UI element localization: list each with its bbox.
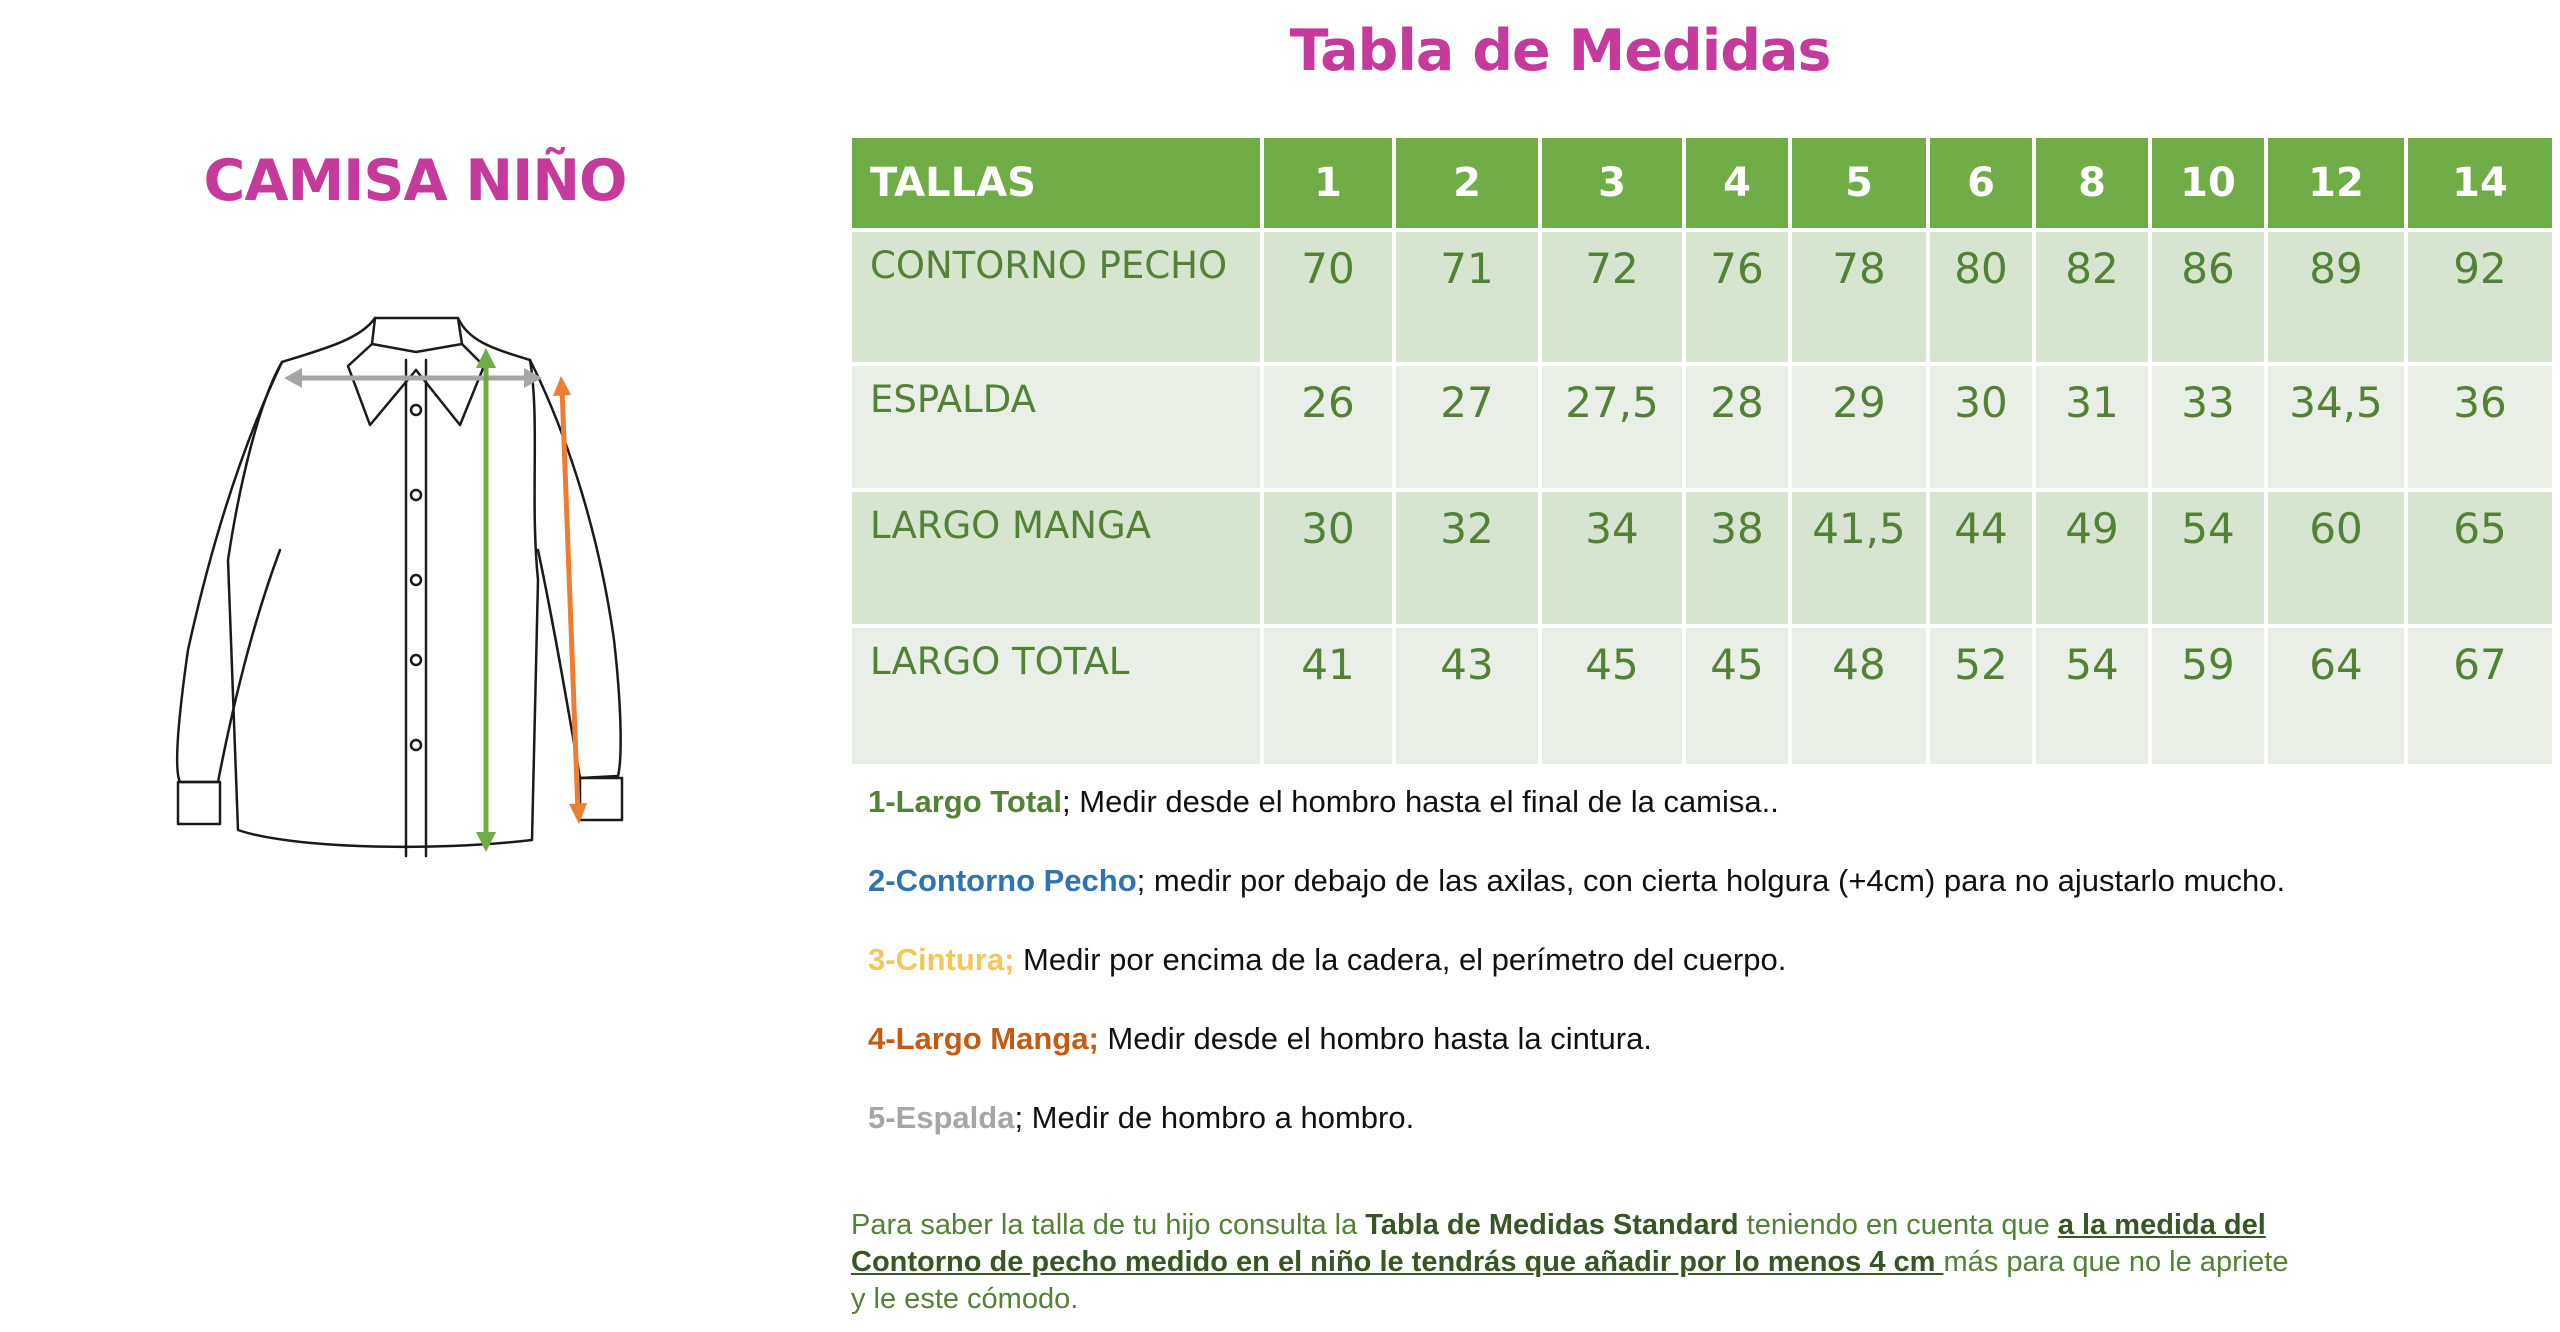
table-cell: 52 (1928, 626, 2034, 766)
right-cuff (580, 778, 622, 820)
row-label: ESPALDA (850, 364, 1262, 490)
page-title: Tabla de Medidas (1289, 18, 1831, 84)
shirt-collar (372, 318, 462, 352)
table-row (850, 490, 2554, 626)
table-cell: 54 (2150, 490, 2266, 626)
arrow-largo-total (476, 348, 496, 852)
note-key: 3-Cintura; (868, 942, 1015, 977)
note-cintura (868, 940, 2308, 980)
table-cell: 27 (1394, 364, 1540, 490)
table-cell: 92 (2406, 230, 2554, 364)
table-cell: 67 (2406, 626, 2554, 766)
table-cell: 70 (1262, 230, 1394, 364)
size-header: 1 (1262, 136, 1394, 230)
size-header: 5 (1790, 136, 1928, 230)
table-cell: 78 (1790, 230, 1928, 364)
table-cell: 30 (1262, 490, 1394, 626)
table-cell: 54 (2034, 626, 2150, 766)
table-cell: 48 (1790, 626, 1928, 766)
footer-text: teniendo en cuenta que (1738, 1209, 2058, 1241)
table-cell: 30 (1928, 364, 2034, 490)
size-header: 4 (1684, 136, 1790, 230)
size-header: 2 (1394, 136, 1540, 230)
shirt-button (411, 740, 421, 750)
size-header: 3 (1540, 136, 1684, 230)
table-cell: 43 (1394, 626, 1540, 766)
shirt-placket (406, 360, 426, 856)
footer-bold: Tabla de Medidas Standard (1365, 1209, 1739, 1241)
row-label: CONTORNO PECHO (850, 230, 1262, 364)
table-cell: 32 (1394, 490, 1540, 626)
table-cell: 89 (2266, 230, 2406, 364)
note-largo-manga (868, 1019, 2308, 1059)
size-header: 8 (2034, 136, 2150, 230)
note-key: 2-Contorno Pecho (868, 863, 1137, 898)
note-espalda (868, 1098, 2308, 1138)
arrow-espalda (284, 368, 542, 388)
tallas-header: TALLAS (850, 136, 1262, 230)
note-text: Medir por encima de la cadera, el perímetro del cuerpo. (1014, 942, 1787, 977)
table-cell: 33 (2150, 364, 2266, 490)
size-header: 14 (2406, 136, 2554, 230)
table-row (850, 364, 2554, 490)
note-text: Medir desde el hombro hasta la cintura. (1098, 1021, 1652, 1056)
note-text: ; Medir desde el hombro hasta el final de la camisa.. (1062, 784, 1779, 819)
note-key: 5-Espalda (868, 1100, 1015, 1135)
shirt-outline (228, 318, 538, 847)
table-cell: 45 (1540, 626, 1684, 766)
table-cell: 31 (2034, 364, 2150, 490)
table-cell: 49 (2034, 490, 2150, 626)
table-cell: 65 (2406, 490, 2554, 626)
shirt-button (411, 490, 421, 500)
table-cell: 82 (2034, 230, 2150, 364)
table-cell: 27,5 (1540, 364, 1684, 490)
size-header-row (850, 136, 2554, 230)
table-cell: 59 (2150, 626, 2266, 766)
note-text: ; Medir de hombro a hombro. (1014, 1100, 1415, 1135)
note-largo-total (868, 782, 2308, 822)
size-header: 6 (1928, 136, 2034, 230)
table-cell: 64 (2266, 626, 2406, 766)
row-label: LARGO TOTAL (850, 626, 1262, 766)
table-cell: 80 (1928, 230, 2034, 364)
shirt-button (411, 655, 421, 665)
footer-underlined: a la medida del Contorno de pecho medido en el niño le tendrás que añadir por lo menos 4 cm (851, 1209, 2266, 1278)
row-label: LARGO MANGA (850, 490, 1262, 626)
note-key: 4-Largo Manga; (868, 1021, 1099, 1056)
size-header: 10 (2150, 136, 2266, 230)
shirt-diagram (170, 300, 670, 870)
table-cell: 45 (1684, 626, 1790, 766)
table-cell: 38 (1684, 490, 1790, 626)
product-title: CAMISA NIÑO (203, 148, 627, 214)
table-cell: 71 (1394, 230, 1540, 364)
table-cell: 60 (2266, 490, 2406, 626)
table-cell: 34,5 (2266, 364, 2406, 490)
table-cell: 86 (2150, 230, 2266, 364)
table-row (850, 230, 2554, 364)
measurement-notes (868, 782, 2308, 1177)
note-key: 1-Largo Total (868, 784, 1063, 819)
size-header: 12 (2266, 136, 2406, 230)
footer-text: más para que no le apriete y le este cómodo. (851, 1246, 2289, 1315)
table-cell: 72 (1540, 230, 1684, 364)
table-row (850, 626, 2554, 766)
table-cell: 28 (1684, 364, 1790, 490)
table-cell: 36 (2406, 364, 2554, 490)
table-cell: 34 (1540, 490, 1684, 626)
shirt-button (411, 405, 421, 415)
footer-text: Para saber la talla de tu hijo consulta la (851, 1209, 1366, 1241)
table-cell: 41 (1262, 626, 1394, 766)
footer-note (851, 1207, 2291, 1318)
table-cell: 41,5 (1790, 490, 1928, 626)
table-cell: 29 (1790, 364, 1928, 490)
table-cell: 44 (1928, 490, 2034, 626)
table-cell: 26 (1262, 364, 1394, 490)
shirt-button (411, 575, 421, 585)
arrow-largo-manga (553, 376, 587, 824)
note-text: ; medir por debajo de las axilas, con cierta holgura (+4cm) para no ajustarlo mucho. (1136, 863, 2286, 898)
note-contorno-pecho (868, 861, 2288, 901)
table-cell: 76 (1684, 230, 1790, 364)
size-table (848, 134, 2556, 768)
left-cuff (178, 782, 220, 824)
